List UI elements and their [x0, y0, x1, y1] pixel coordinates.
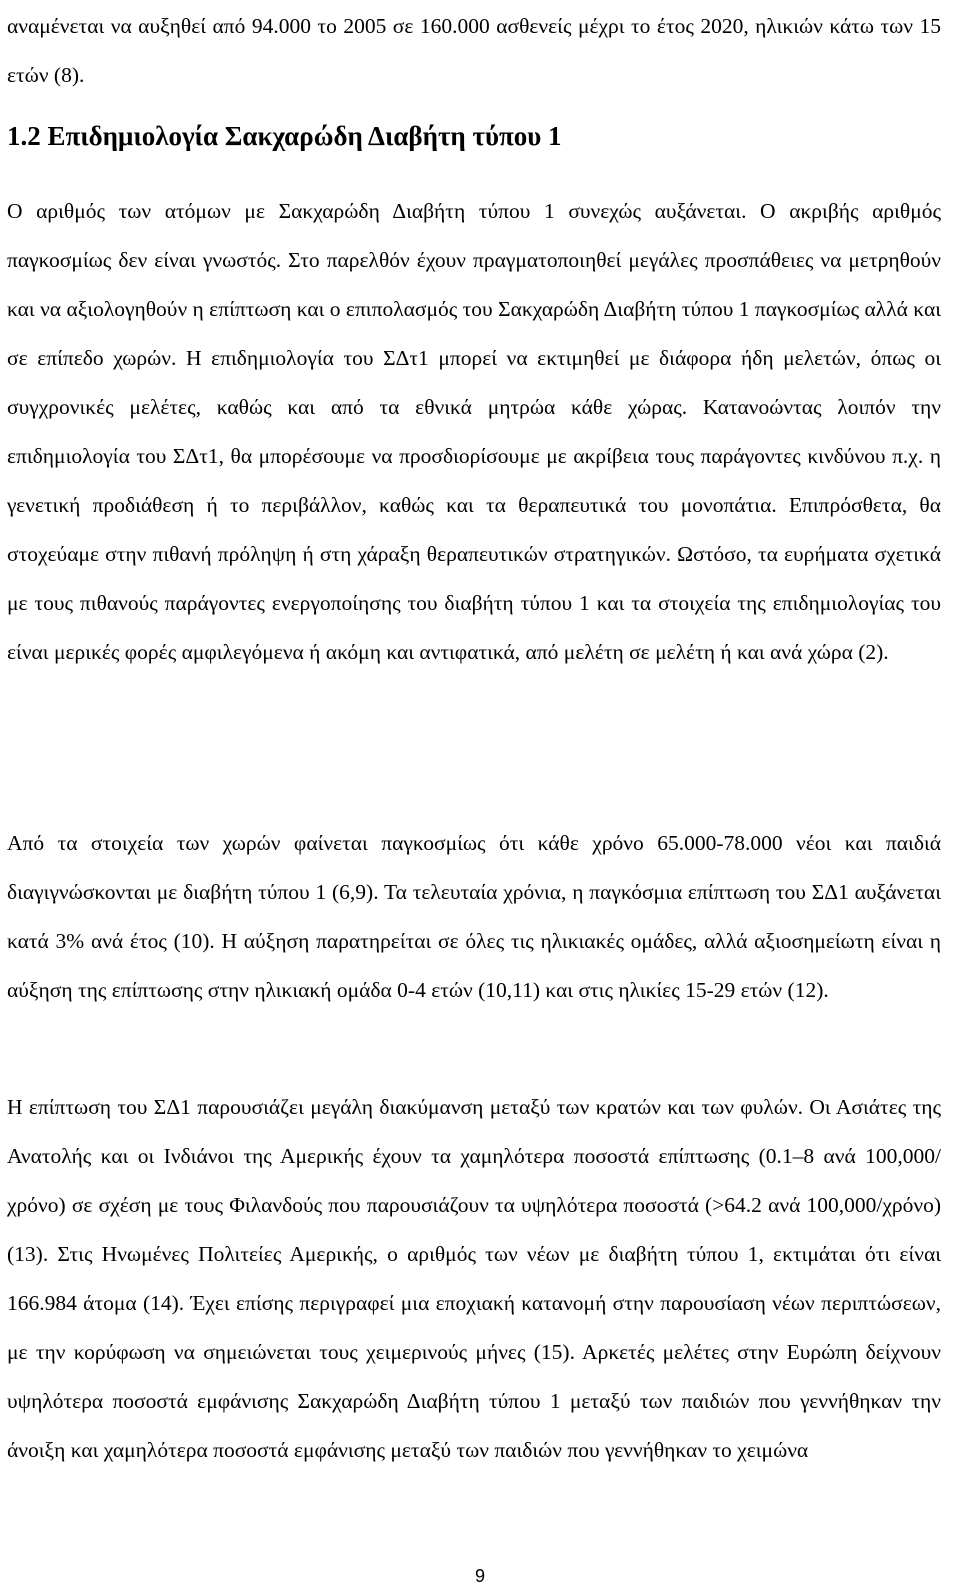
page-number: 9 [474, 1566, 485, 1586]
intro-paragraph: αναμένεται να αυξηθεί από 94.000 το 2005 σε 160.000 ασθενείς μέχρι το έτος 2020, ηλικιών κάτω των 15 ετών (8). [7, 14, 941, 87]
paragraph-regional-variation: Η επίπτωση του ΣΔ1 παρουσιάζει μεγάλη διακύμανση μεταξύ των κρατών και των φυλών. Οι Ασιάτες της Ανατολής και οι Ινδιάνοι της Αμερικής έχουν τα χαμηλότερα ποσοστά επίπτωσης (0.1–8 ανά 100,000/χρόνο) σε σχέση με τους Φιλανδούς που παρουσιάζουν τα υψηλότερα ποσοστά (>64.2 ανά 100,000/χρόνο) (13). Στις Ηνωμένες Πολιτείες Αμερικής, ο αριθμός των νέων με διαβήτη τύπου 1, εκτιμάται ότι είναι 166.984 άτομα (14). Έχει επίσης περιγραφεί μια εποχιακή κατανομή στην παρουσίαση νέων περιπτώσεων, με την κορύφωση να σημειώνεται τους χειμερινούς μήνες (15). Αρκετές μελέτες στην Ευρώπη δείχνουν υψηλότερα ποσοστά εμφάνισης Σακχαρώδη Διαβήτη τύπου 1 μεταξύ των παιδιών που γεννήθηκαν την άνοιξη και χαμηλότερα ποσοστά εμφάνισης μεταξύ των παιδιών που γεννήθηκαν το χειμώνα [7, 1095, 941, 1462]
paragraph-epidemiology-overview: Ο αριθμός των ατόμων με Σακχαρώδη Διαβήτη τύπου 1 συνεχώς αυξάνεται. Ο ακριβής αριθμός παγκοσμίως δεν είναι γνωστός. Στο παρελθόν έχουν πραγματοποιηθεί μεγάλες προσπάθειες να μετρηθούν και να αξιολογηθούν η επίπτωση και ο επιπολασμός του Σακχαρώδη Διαβήτη τύπου 1 παγκοσμίως αλλά και σε επίπεδο χωρών. Η επιδημιολογία του ΣΔτ1 μπορεί να εκτιμηθεί με διάφορα ήδη μελετών, όπως οι συγχρονικές μελέτες, καθώς και από τα εθνικά μητρώα κάθε χώρας. Κατανοώντας λοιπόν την επιδημιολογία του ΣΔτ1, θα μπορέσουμε να προσδιορίσουμε με ακρίβεια τους παράγοντες κινδύνου π.χ. η γενετική προδιάθεση ή το περιβάλλον, καθώς και τα θεραπευτικά του μονοπάτια. Επιπρόσθετα, θα στοχεύαμε στην πιθανή πρόληψη ή στη χάραξη θεραπευτικών στρατηγικών. Ωστόσο, τα ευρήματα σχετικά με τους πιθανούς παράγοντες ενεργοποίησης του διαβήτη τύπου 1 και τα στοιχεία της επιδημιολογίας του είναι μερικές φορές αμφιλεγόμενα ή ακόμη και αντιφατικά, από μελέτη σε μελέτη ή και ανά χώρα (2). [7, 199, 941, 664]
paragraph-global-incidence: Από τα στοιχεία των χωρών φαίνεται παγκοσμίως ότι κάθε χρόνο 65.000-78.000 νέοι και παιδιά διαγιγνώσκονται με διαβήτη τύπου 1 (6,9). Τα τελευταία χρόνια, η παγκόσμια επίπτωση του ΣΔ1 αυξάνεται κατά 3% ανά έτος (10). Η αύξηση παρατηρείται σε όλες τις ηλικιακές ομάδες, αλλά αξιοσημείωτη είναι η αύξηση της επίπτωσης στην ηλικιακή ομάδα 0-4 ετών (10,11) και στις ηλικίες 15-29 ετών (12). [7, 831, 941, 1002]
section-heading: 1.2 Επιδημιολογία Σακχαρώδη Διαβήτη τύπου 1 [7, 121, 562, 151]
